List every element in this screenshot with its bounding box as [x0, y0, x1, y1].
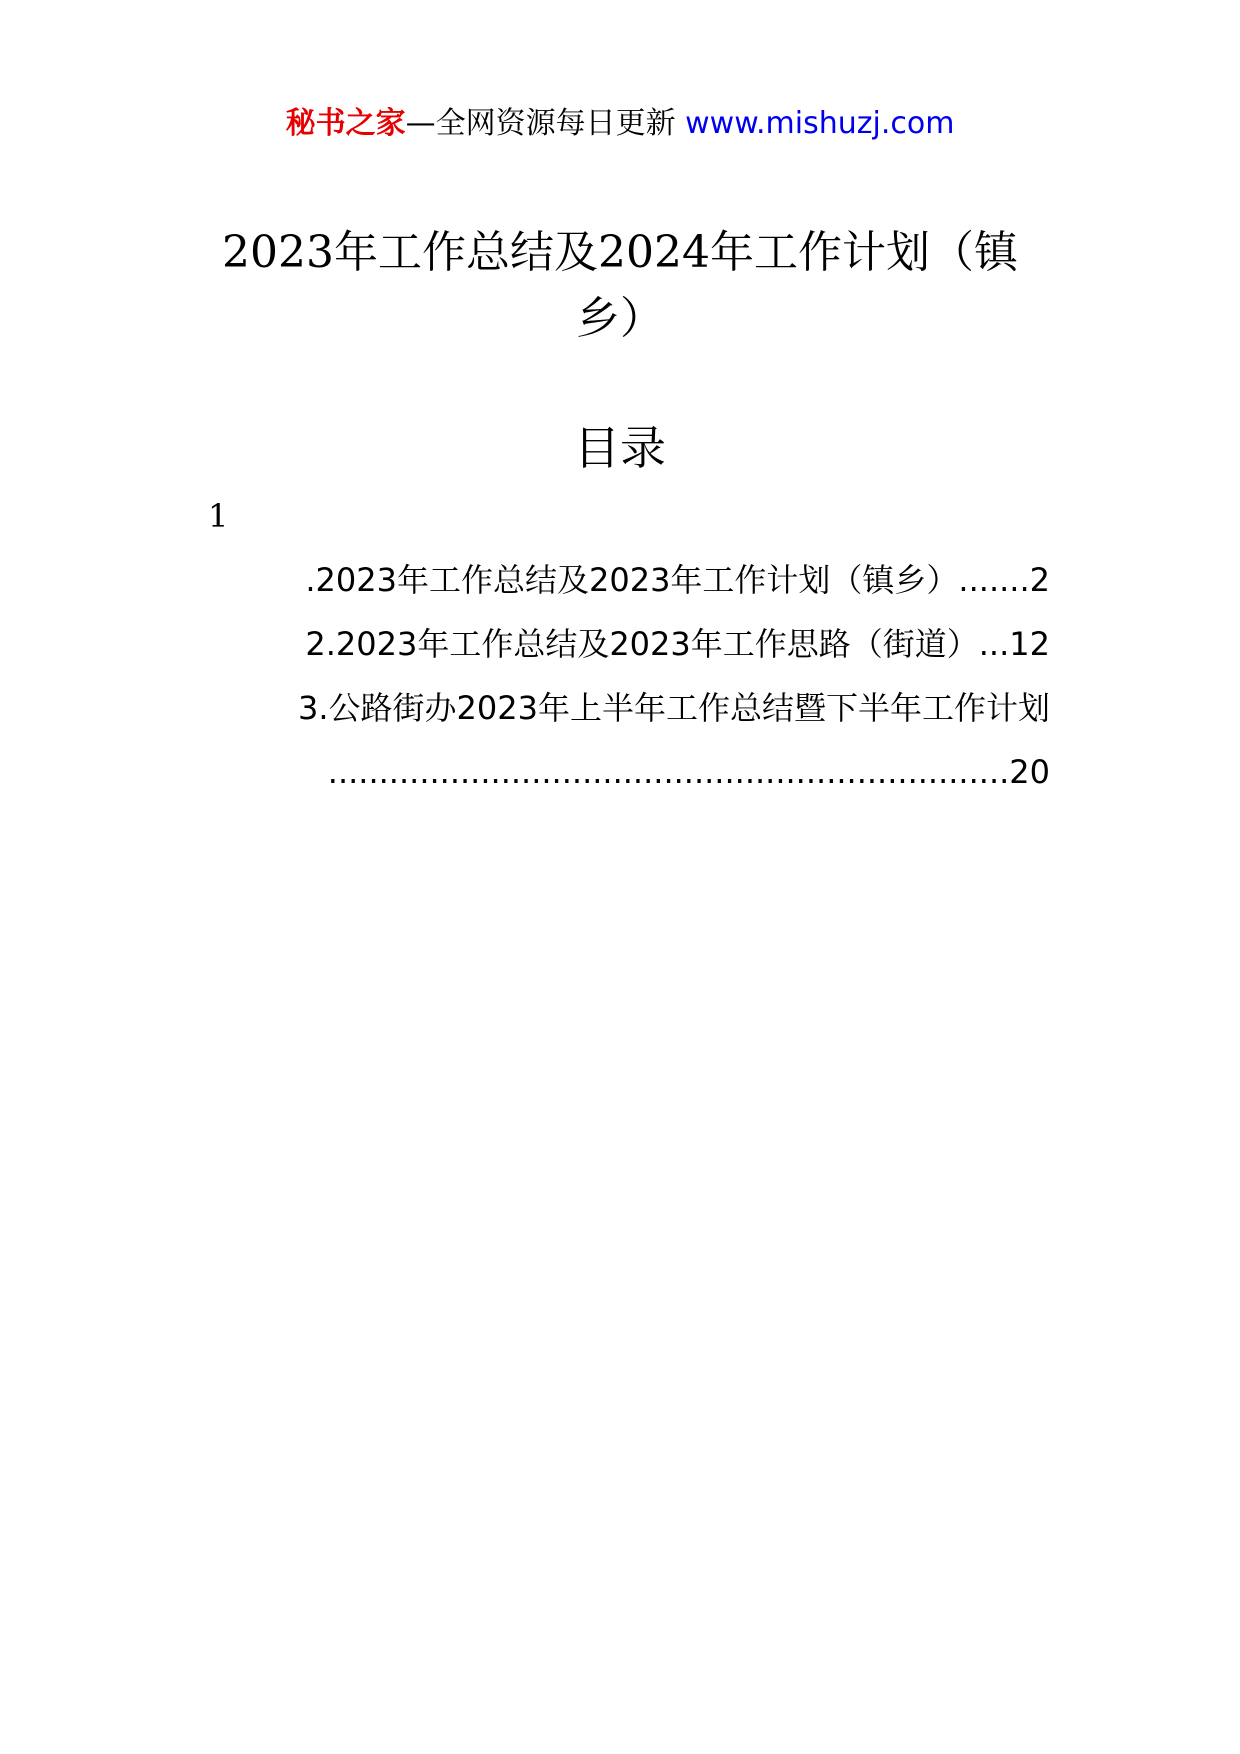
site-tagline: —全网资源每日更新 [405, 106, 686, 141]
site-brand: 秘书之家 [285, 106, 406, 141]
toc-heading: 目录 [574, 421, 666, 475]
toc-entry-3-leader[interactable]: ...................................................................20 [327, 753, 1050, 791]
toc-entry-1[interactable]: .2023年工作总结及2023年工作计划（镇乡）.......2 [305, 561, 1050, 599]
site-header [0, 100, 1240, 148]
document-title: 2023年工作总结及2024年工作计划（镇乡） [222, 227, 1018, 344]
toc-entry-2[interactable]: 2.2023年工作总结及2023年工作思路（街道）...12 [305, 625, 1050, 663]
site-url-link[interactable]: www.mishuzj.com [685, 106, 955, 141]
toc-entry-number: 1 [208, 497, 229, 535]
toc-entry-3[interactable]: 3.公路街办2023年上半年工作总结暨下半年工作计划 [298, 689, 1050, 727]
